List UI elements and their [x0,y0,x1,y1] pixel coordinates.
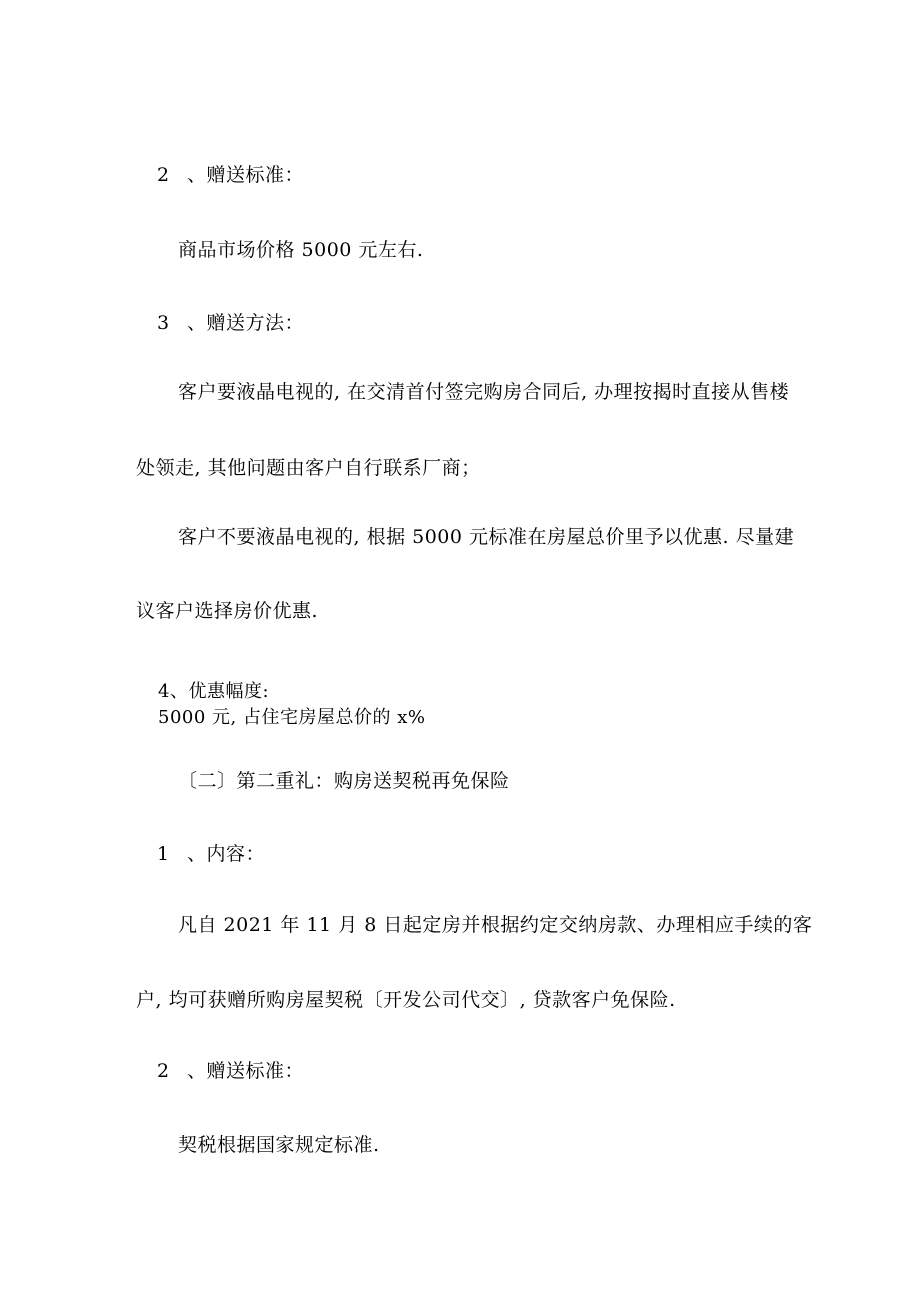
second-gift-section-1-number: 1 [157,843,170,865]
second-gift-section-1-heading [157,842,265,866]
section-3-para2-line1: 客户不要液晶电视的, 根据 5000 元标准在房屋总价里予以优惠. 尽量建 [178,526,795,548]
section-4-body: 5000 元, 占住宅房屋总价的 x% [158,707,426,728]
section-4-heading: 4、优惠幅度: [158,681,270,702]
second-gift-section-1-line2: 户, 均可获赠所购房屋契税〔开发公司代交〕, 贷款客户免保险. [136,989,676,1011]
section-2-body: 商品市场价格 5000 元左右. [178,239,424,261]
second-gift-title: 〔二〕第二重礼：购房送契税再免保险 [178,770,510,792]
second-gift-section-2-number: 2 [157,1060,170,1082]
section-3-para1-line2: 处领走, 其他问题由客户自行联系厂商； [136,457,481,479]
second-gift-section-1-line1: 凡自 2021 年 11 月 8 日起定房并根据约定交纳房款、办理相应手续的客 [178,914,813,936]
second-gift-section-2-heading [157,1059,304,1083]
section-2-number: 2 [157,164,170,186]
section-3-number: 3 [157,312,170,334]
section-2-title: 、赠送标准： [187,164,305,186]
second-gift-section-1-title: 、内容： [187,843,266,865]
section-3-heading [157,311,304,335]
second-gift-section-2-title: 、赠送标准： [187,1060,305,1082]
section-3-title: 、赠送方法： [187,312,305,334]
second-gift-section-2-body: 契税根据国家规定标准. [178,1134,380,1156]
section-3-para2-line2: 议客户选择房价优惠. [136,600,319,622]
section-3-para1-line1: 客户要液晶电视的, 在交清首付签完购房合同后, 办理按揭时直接从售楼 [178,381,790,403]
section-2-heading [157,163,304,187]
